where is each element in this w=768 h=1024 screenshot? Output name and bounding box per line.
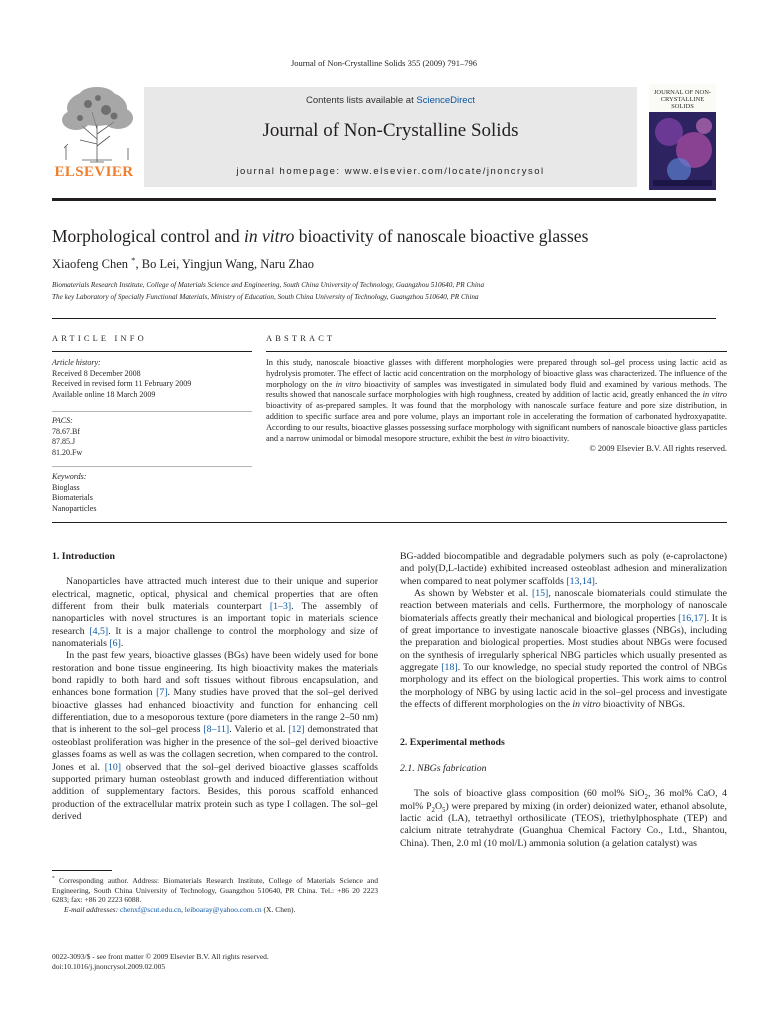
homepage-url[interactable]: www.elsevier.com/locate/jnoncrysol — [344, 166, 545, 177]
title-part-1: Morphological control and — [52, 226, 244, 246]
intro-paragraph-2 — [52, 650, 378, 823]
subscript: 2 — [644, 794, 648, 802]
email-link[interactable]: leiboaray@yahoo.com.cn — [184, 904, 262, 914]
right-paragraph-2 — [400, 588, 727, 711]
text-segment: . To our knowledge, no special study reported the control of NBGs morphology and its effect on the biological properties. This work aims to control the morphology of NBG by using lactic acid in the sol–gel process and investigate the effects of different morphologies on the — [400, 662, 727, 711]
corresponding-author-mark[interactable]: * — [131, 254, 136, 265]
left-column — [52, 551, 378, 823]
affiliation-rule — [52, 318, 716, 319]
publication-meta — [52, 952, 392, 971]
pacs-code: 78.67.Bf — [52, 426, 80, 436]
citation-link[interactable]: [16,17] — [678, 612, 707, 624]
footnote-mark: * — [52, 875, 55, 882]
subscript: 2 — [431, 806, 435, 814]
text-segment: demonstrated that osteoblast proliferation was higher in the presence of the sol–gel derived bioactive glasses foams as well as was the collagen secretion, when compared to the control. Jones et al. — [52, 724, 378, 773]
elsevier-logo — [52, 84, 148, 190]
revised-date: Received in revised form 11 February 2009 — [52, 379, 192, 388]
author-list — [52, 254, 716, 272]
cover-art-image — [649, 112, 716, 190]
text-segment: ) were prepared by mixing (in order) deionized water, ethanol absolute, lactic acid (LA), tetraethyl orthosilicate (TEOS), triethylphosphate (TEP) and calcium nitrate tetrahydrate (Guanghua Chemical Factory Co., Ltd., Shantou, China). Then, 2.0 ml (10 mol/L) ammonia solution (a gelation catalyst) was — [400, 800, 727, 849]
text-segment: . It is of great importance to investigate nanoscale bioactive glasses (NBGs), including the preparation and biological properties. Most studies about NBGs were focused on the synthesis of irregularly spherical NBG particles which usually presented as aggregate — [400, 612, 727, 674]
doi-line: doi:10.1016/j.jnoncrysol.2009.02.005 — [52, 961, 166, 971]
article-info-rule — [52, 351, 252, 352]
abstract-italic: in vitro — [335, 379, 361, 389]
title-part-2: in vitro — [243, 226, 295, 246]
citation-link[interactable]: [12] — [288, 724, 305, 736]
text-segment: As shown by Webster et al. — [414, 588, 532, 600]
article-info-heading: ARTICLE INFO — [52, 334, 147, 343]
affiliation-2: The key Laboratory of Specially Functional Materials, Ministry of Education, South China University of Technology, Guangzhou 510640, PR China — [52, 293, 479, 301]
email-link[interactable]: chenxf@scut.edu.cn — [119, 904, 182, 914]
other-authors: , Bo Lei, Yingjun Wang, Naru Zhao — [135, 257, 315, 271]
elsevier-tree-icon — [52, 84, 142, 164]
online-date: Available online 18 March 2009 — [52, 389, 156, 399]
citation-link[interactable]: [6] — [109, 638, 121, 650]
history-label: Article history: — [52, 358, 101, 367]
article-history — [52, 358, 252, 400]
journal-title: Journal of Non-Crystalline Solids — [262, 120, 519, 141]
citation-link[interactable]: [8–11] — [203, 724, 230, 736]
journal-homepage — [144, 166, 637, 177]
keyword: Bioglass — [52, 482, 80, 492]
abstract-italic: in vitro — [702, 390, 727, 400]
abstract-segment: bioactivity of as-prepared samples. It was found that the morphology with nanoscale surface feature and pore size distribution, in addition to specific surface area and pore volume, plays an important role in accelerating the formation of carbonated hydroxyapatite. According to our results, bioactive glasses possessing surface morphology with significant numbers of nanoscale bioactive glass particles and a narrow unimodal or bimodal mesopore structure, exhibit the best — [266, 401, 727, 443]
publisher-name: ELSEVIER — [54, 164, 134, 180]
right-column — [400, 551, 727, 850]
section-2-heading: 2. Experimental methods — [400, 737, 505, 749]
issn-line: 0022-3093/$ - see front matter © 2009 Elsevier B.V. All rights reserved. — [52, 952, 269, 961]
text-segment: -lactide) exhibited increased osteoblast adhesion and mineralization when compared to neat polymer scaffolds — [400, 563, 727, 587]
journal-cover-thumbnail — [649, 84, 716, 190]
text-segment: . Valerio et al. — [229, 724, 289, 736]
abstract-text — [266, 358, 727, 455]
text-segment: (X. Chen). — [261, 904, 296, 914]
journal-reference: Journal of Non-Crystalline Solids 355 (2009) 791–796 — [290, 58, 478, 68]
citation-link[interactable]: [7] — [156, 687, 168, 699]
front-matter-rule — [52, 522, 727, 523]
keywords-label: Keywords: — [52, 472, 87, 481]
text-segment: . The assembly of nanoparticles with novel structures is an important topic in materials science research — [52, 601, 378, 637]
text-segment: , — [181, 904, 185, 914]
title-part-3: bioactivity of nanoscale bioactive glasses — [294, 226, 589, 246]
author-chen: Xiaofeng Chen — [52, 257, 129, 271]
text-segment: . It is a major challenge to control the morphology and size of nanomaterials — [52, 625, 378, 650]
text-segment: observed that the sol–gel derived bioactive glasses scaffolds supported primary human osteoblast growth and induced differentiation without addition of supplementary factors. Besides, this porous scaffold enhanced production of the extracellular matrix protein such as type I collagen. The sol–gel derived — [52, 761, 378, 822]
abstract-italic: in vitro — [505, 433, 530, 443]
abstract-segment: bioactivity of samples was investigated in simulated body fluid and examined by various methods. The results showed that nanoscale surface morphologies with high roughness, created by addition of lactic acid, greatly enhanced the — [266, 379, 727, 400]
sciencedirect-link[interactable]: ScienceDirect — [416, 95, 475, 106]
received-date: Received 8 December 2008 — [52, 368, 141, 378]
text-segment: , nanoscale biomaterials could stimulate the reaction between materials and cells. Furthermore, the morphology of nanoscale biomaterials affects greatly their mechanical and biological properties — [400, 588, 727, 624]
affiliation-1: Biomaterials Research Institute, College of Materials Science and Engineering, South China University of Technology, Guangzhou 510640, PR China — [52, 281, 485, 289]
email-label: E-mail addresses: — [64, 904, 120, 914]
pacs-block — [52, 416, 252, 458]
keyword: Biomaterials — [52, 493, 93, 502]
section-1-heading: 1. Introduction — [52, 551, 115, 562]
history-divider — [52, 411, 252, 412]
text-segment: D,L — [438, 563, 455, 575]
article-title — [52, 226, 716, 247]
cover-title: JOURNAL OF NON-CRYSTALLINE SOLIDS — [653, 89, 712, 110]
section-2-1-heading: 2.1. NBGs fabrication — [400, 762, 487, 774]
intro-paragraph-1 — [52, 576, 378, 650]
text-segment: bioactivity of NBGs. — [600, 699, 685, 711]
text-segment: , 36 mol% CaO, 4 mol% P — [400, 788, 727, 812]
text-segment: Nanoparticles have attracted much interest due to their unique and superior electrical, magnetic, optical, physical and chemical properties that are often different from their bulk materials counterpart — [52, 576, 378, 613]
journal-header-panel — [144, 87, 637, 187]
citation-link[interactable]: [15] — [531, 588, 549, 600]
abstract-rule — [266, 351, 727, 352]
pacs-code: 81.20.Fw — [52, 447, 83, 457]
footnote-rule — [52, 870, 112, 871]
citation-link[interactable]: [10] — [104, 761, 122, 773]
text-segment: The sols of bioactive glass composition (60 mol% SiO — [414, 788, 645, 800]
citation-link[interactable]: [4,5] — [89, 625, 109, 637]
citation-link[interactable]: [13,14] — [566, 575, 595, 587]
contents-line — [144, 95, 637, 106]
journal-masthead — [52, 84, 716, 190]
abstract-segment: In this study, nanoscale bioactive glasses with different morphologies were prepared through sol–gel process using lactic acid as hydrolysis promoter. The effect of lactic acid concentration on the morphology of bioactive glass was characterized. The influence of the morphology on the — [266, 358, 727, 389]
methods-paragraph-1 — [400, 788, 727, 850]
right-paragraph-continued — [400, 551, 727, 588]
homepage-prefix: journal homepage: — [236, 166, 345, 177]
text-italic: in vitro — [572, 699, 601, 711]
masthead-rule — [52, 198, 716, 201]
text-segment: . — [594, 575, 598, 587]
footnote-text: Corresponding author. Address: Biomaterials Research Institute, College of Materials Science and Engineering, South China University of Technology, Guangzhou 510640, PR China. Tel.: +86 20 2223 6283; fax: +86 20 2223 6088. — [52, 876, 378, 905]
abstract-segment: bioactivity. — [529, 433, 570, 443]
contents-prefix: Contents lists available at — [306, 95, 417, 106]
cover-header — [649, 84, 716, 112]
text-segment: . Many studies have proved that the sol–gel derived bioactive glasses had enhanced bioactivity and function for enhancing cell differentiation, due to a mesoporous texture (pore diameters in the range 2–50 nm) that is inherent to the sol–gel process — [52, 687, 378, 736]
keyword: Nanoparticles — [52, 503, 97, 513]
pacs-label: PACS: — [52, 416, 73, 425]
abstract-heading: ABSTRACT — [266, 334, 336, 343]
text-segment: BG-added biocompatible and degradable polymers such as poly (e-caprolactone) and poly( — [400, 551, 727, 575]
keywords-block — [52, 472, 252, 514]
pacs-divider — [52, 466, 252, 467]
abstract-copyright: © 2009 Elsevier B.V. All rights reserved. — [589, 444, 727, 454]
corresponding-author-footnote — [52, 876, 378, 914]
citation-link[interactable]: [18] — [441, 662, 458, 674]
pacs-code: 87.85.J — [52, 437, 76, 446]
text-segment: O — [434, 800, 443, 812]
citation-link[interactable]: [1–3] — [269, 601, 292, 613]
text-segment: . — [120, 638, 124, 650]
text-segment: In the past few years, bioactive glasses (BGs) have been widely used for bone restoration and bone tissue engineering. Its high bioactivity makes the materials bond rapidly to both hard and soft tissues without fibrous encapsulation, and enhances bone formation — [52, 650, 378, 699]
subscript: 5 — [442, 806, 446, 814]
